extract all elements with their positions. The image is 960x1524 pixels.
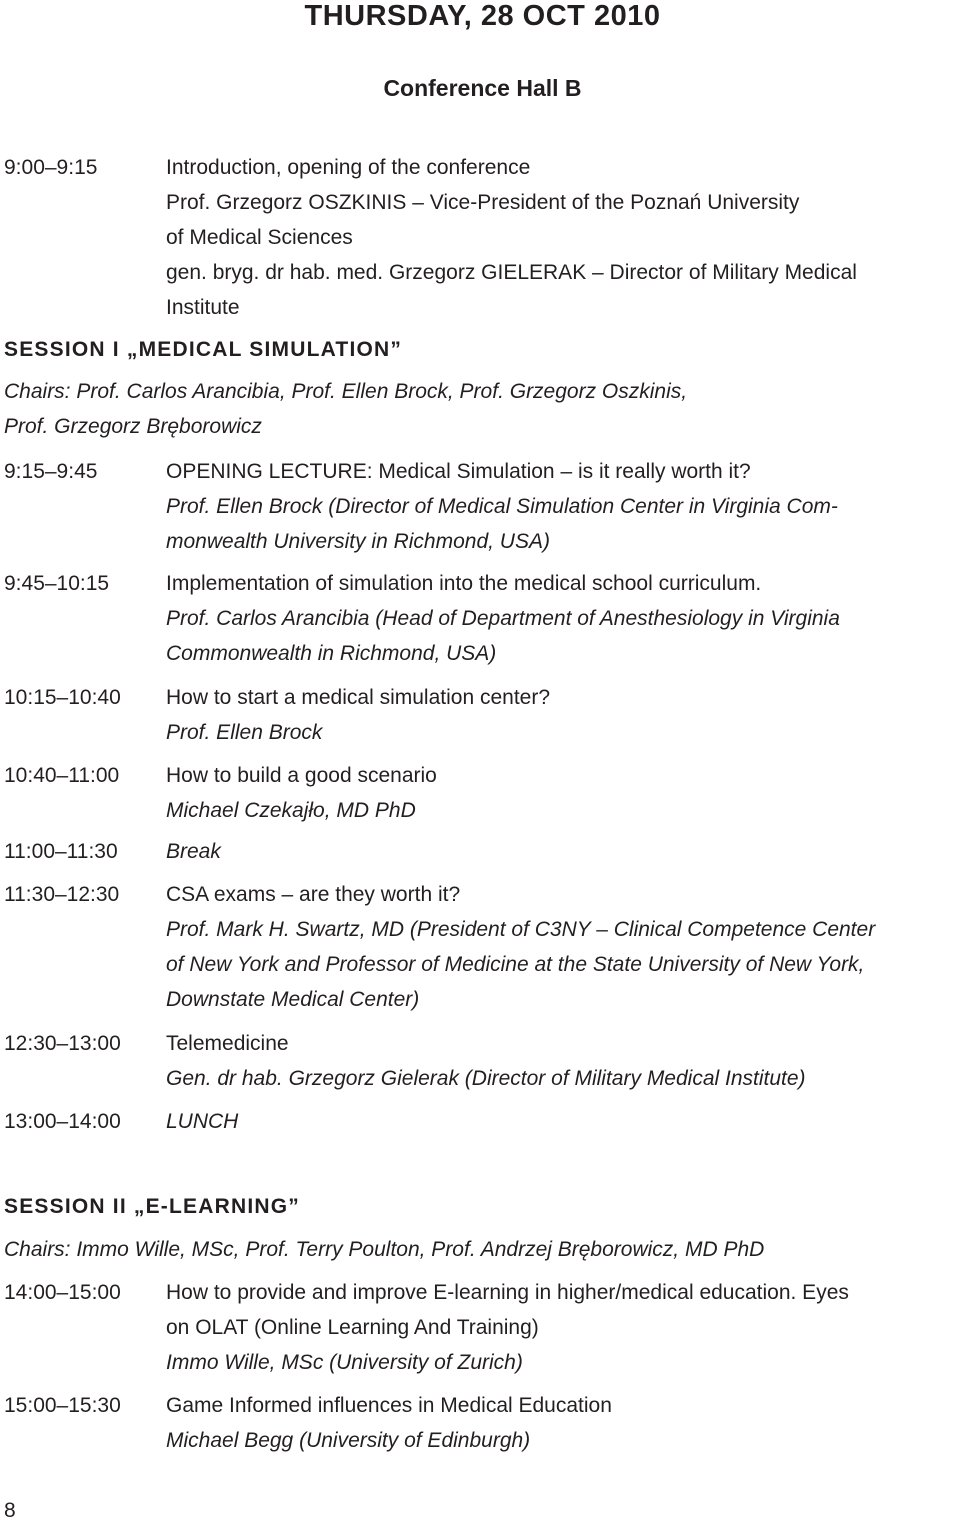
session-time: 15:00–15:30 [4, 1394, 121, 1417]
session-2-chairs [4, 1232, 764, 1267]
schedule-row [4, 454, 956, 559]
session-1-title: SESSION I „MEDICAL SIMULATION” [4, 338, 403, 361]
chairs-line: Prof. Grzegorz Bręborowicz [4, 415, 262, 438]
session-time: 10:40–11:00 [4, 764, 120, 787]
schedule-row [4, 1275, 956, 1380]
speaker-line: Immo Wille, MSc (University of Zurich) [166, 1351, 523, 1374]
session-details [166, 454, 956, 559]
session-details [166, 566, 956, 671]
schedule-row [4, 566, 956, 671]
session-time: 13:00–14:00 [4, 1110, 121, 1133]
session-time: 12:30–13:00 [4, 1032, 121, 1055]
speaker-line: LUNCH [166, 1110, 239, 1133]
topic-line: Implementation of simulation into the medical school curriculum. [166, 572, 762, 595]
speaker-line: Break [166, 840, 221, 863]
speaker-line: Gen. dr hab. Grzegorz Gielerak (Director of Military Medical Institute) [166, 1067, 806, 1090]
topic-line: Prof. Grzegorz OSZKINIS – Vice-President of the Poznań University [166, 191, 800, 214]
schedule-row [4, 1388, 956, 1458]
session-details [166, 1275, 956, 1380]
topic-line: on OLAT (Online Learning And Training) [166, 1316, 539, 1339]
speaker-line: monwealth University in Richmond, USA) [166, 530, 550, 553]
speaker-line: Prof. Mark H. Swartz, MD (President of C3NY – Clinical Competence Center [166, 918, 876, 941]
schedule-row [4, 150, 956, 325]
session-1-chairs [4, 374, 687, 444]
topic-line: CSA exams – are they worth it? [166, 883, 461, 906]
topic-line: OPENING LECTURE: Medical Simulation – is it really worth it? [166, 460, 751, 483]
session-details [166, 680, 956, 750]
session-2-title: SESSION II „E-LEARNING” [4, 1195, 300, 1218]
topic-line: How to build a good scenario [166, 764, 437, 787]
day-title: THURSDAY, 28 OCT 2010 [304, 0, 661, 32]
session-details [166, 877, 956, 1017]
topic-line: How to provide and improve E-learning in higher/medical education. Eyes [166, 1281, 849, 1304]
session-time: 14:00–15:00 [4, 1281, 121, 1304]
topic-line: Telemedicine [166, 1032, 289, 1055]
topic-line: Introduction, opening of the conference [166, 156, 531, 179]
schedule-row [4, 834, 956, 869]
topic-line: How to start a medical simulation center? [166, 686, 550, 709]
speaker-line: Prof. Ellen Brock (Director of Medical Simulation Center in Virginia Com- [166, 495, 838, 518]
speaker-line: Prof. Carlos Arancibia (Head of Department of Anesthesiology in Virginia [166, 607, 840, 630]
session-details [166, 1388, 956, 1458]
schedule-row [4, 1026, 956, 1096]
chairs-line: Chairs: Prof. Carlos Arancibia, Prof. Ellen Brock, Prof. Grzegorz Oszkinis, [4, 380, 688, 403]
topic-line: gen. bryg. dr hab. med. Grzegorz GIELERAK – Director of Military Medical [166, 261, 857, 284]
speaker-line: of New York and Professor of Medicine at the State University of New York, [166, 953, 865, 976]
speaker-line: Michael Begg (University of Edinburgh) [166, 1429, 531, 1452]
session-time: 9:00–9:15 [4, 156, 98, 179]
session-details [166, 834, 956, 869]
session-details [166, 1026, 956, 1096]
schedule-row [4, 680, 956, 750]
session-time: 11:30–12:30 [4, 883, 120, 906]
topic-line: Game Informed influences in Medical Education [166, 1394, 612, 1417]
session-time: 11:00–11:30 [4, 840, 118, 863]
session-time: 10:15–10:40 [4, 686, 121, 709]
speaker-line: Michael Czekajło, MD PhD [166, 799, 416, 822]
speaker-line: Commonwealth in Richmond, USA) [166, 642, 497, 665]
session-details [166, 1104, 956, 1139]
chairs-line: Chairs: Immo Wille, MSc, Prof. Terry Poulton, Prof. Andrzej Bręborowicz, MD PhD [4, 1238, 765, 1261]
speaker-line: Downstate Medical Center) [166, 988, 420, 1011]
session-details [166, 150, 956, 325]
schedule-row [4, 877, 956, 1017]
schedule-row [4, 1104, 956, 1139]
page-number: 8 [4, 1499, 16, 1522]
speaker-line: Prof. Ellen Brock [166, 721, 323, 744]
hall-name: Conference Hall B [383, 75, 582, 101]
schedule-row [4, 758, 956, 828]
session-time: 9:45–10:15 [4, 572, 110, 595]
topic-line: of Medical Sciences [166, 226, 353, 249]
topic-line: Institute [166, 296, 240, 319]
session-time: 9:15–9:45 [4, 460, 98, 483]
session-details [166, 758, 956, 828]
